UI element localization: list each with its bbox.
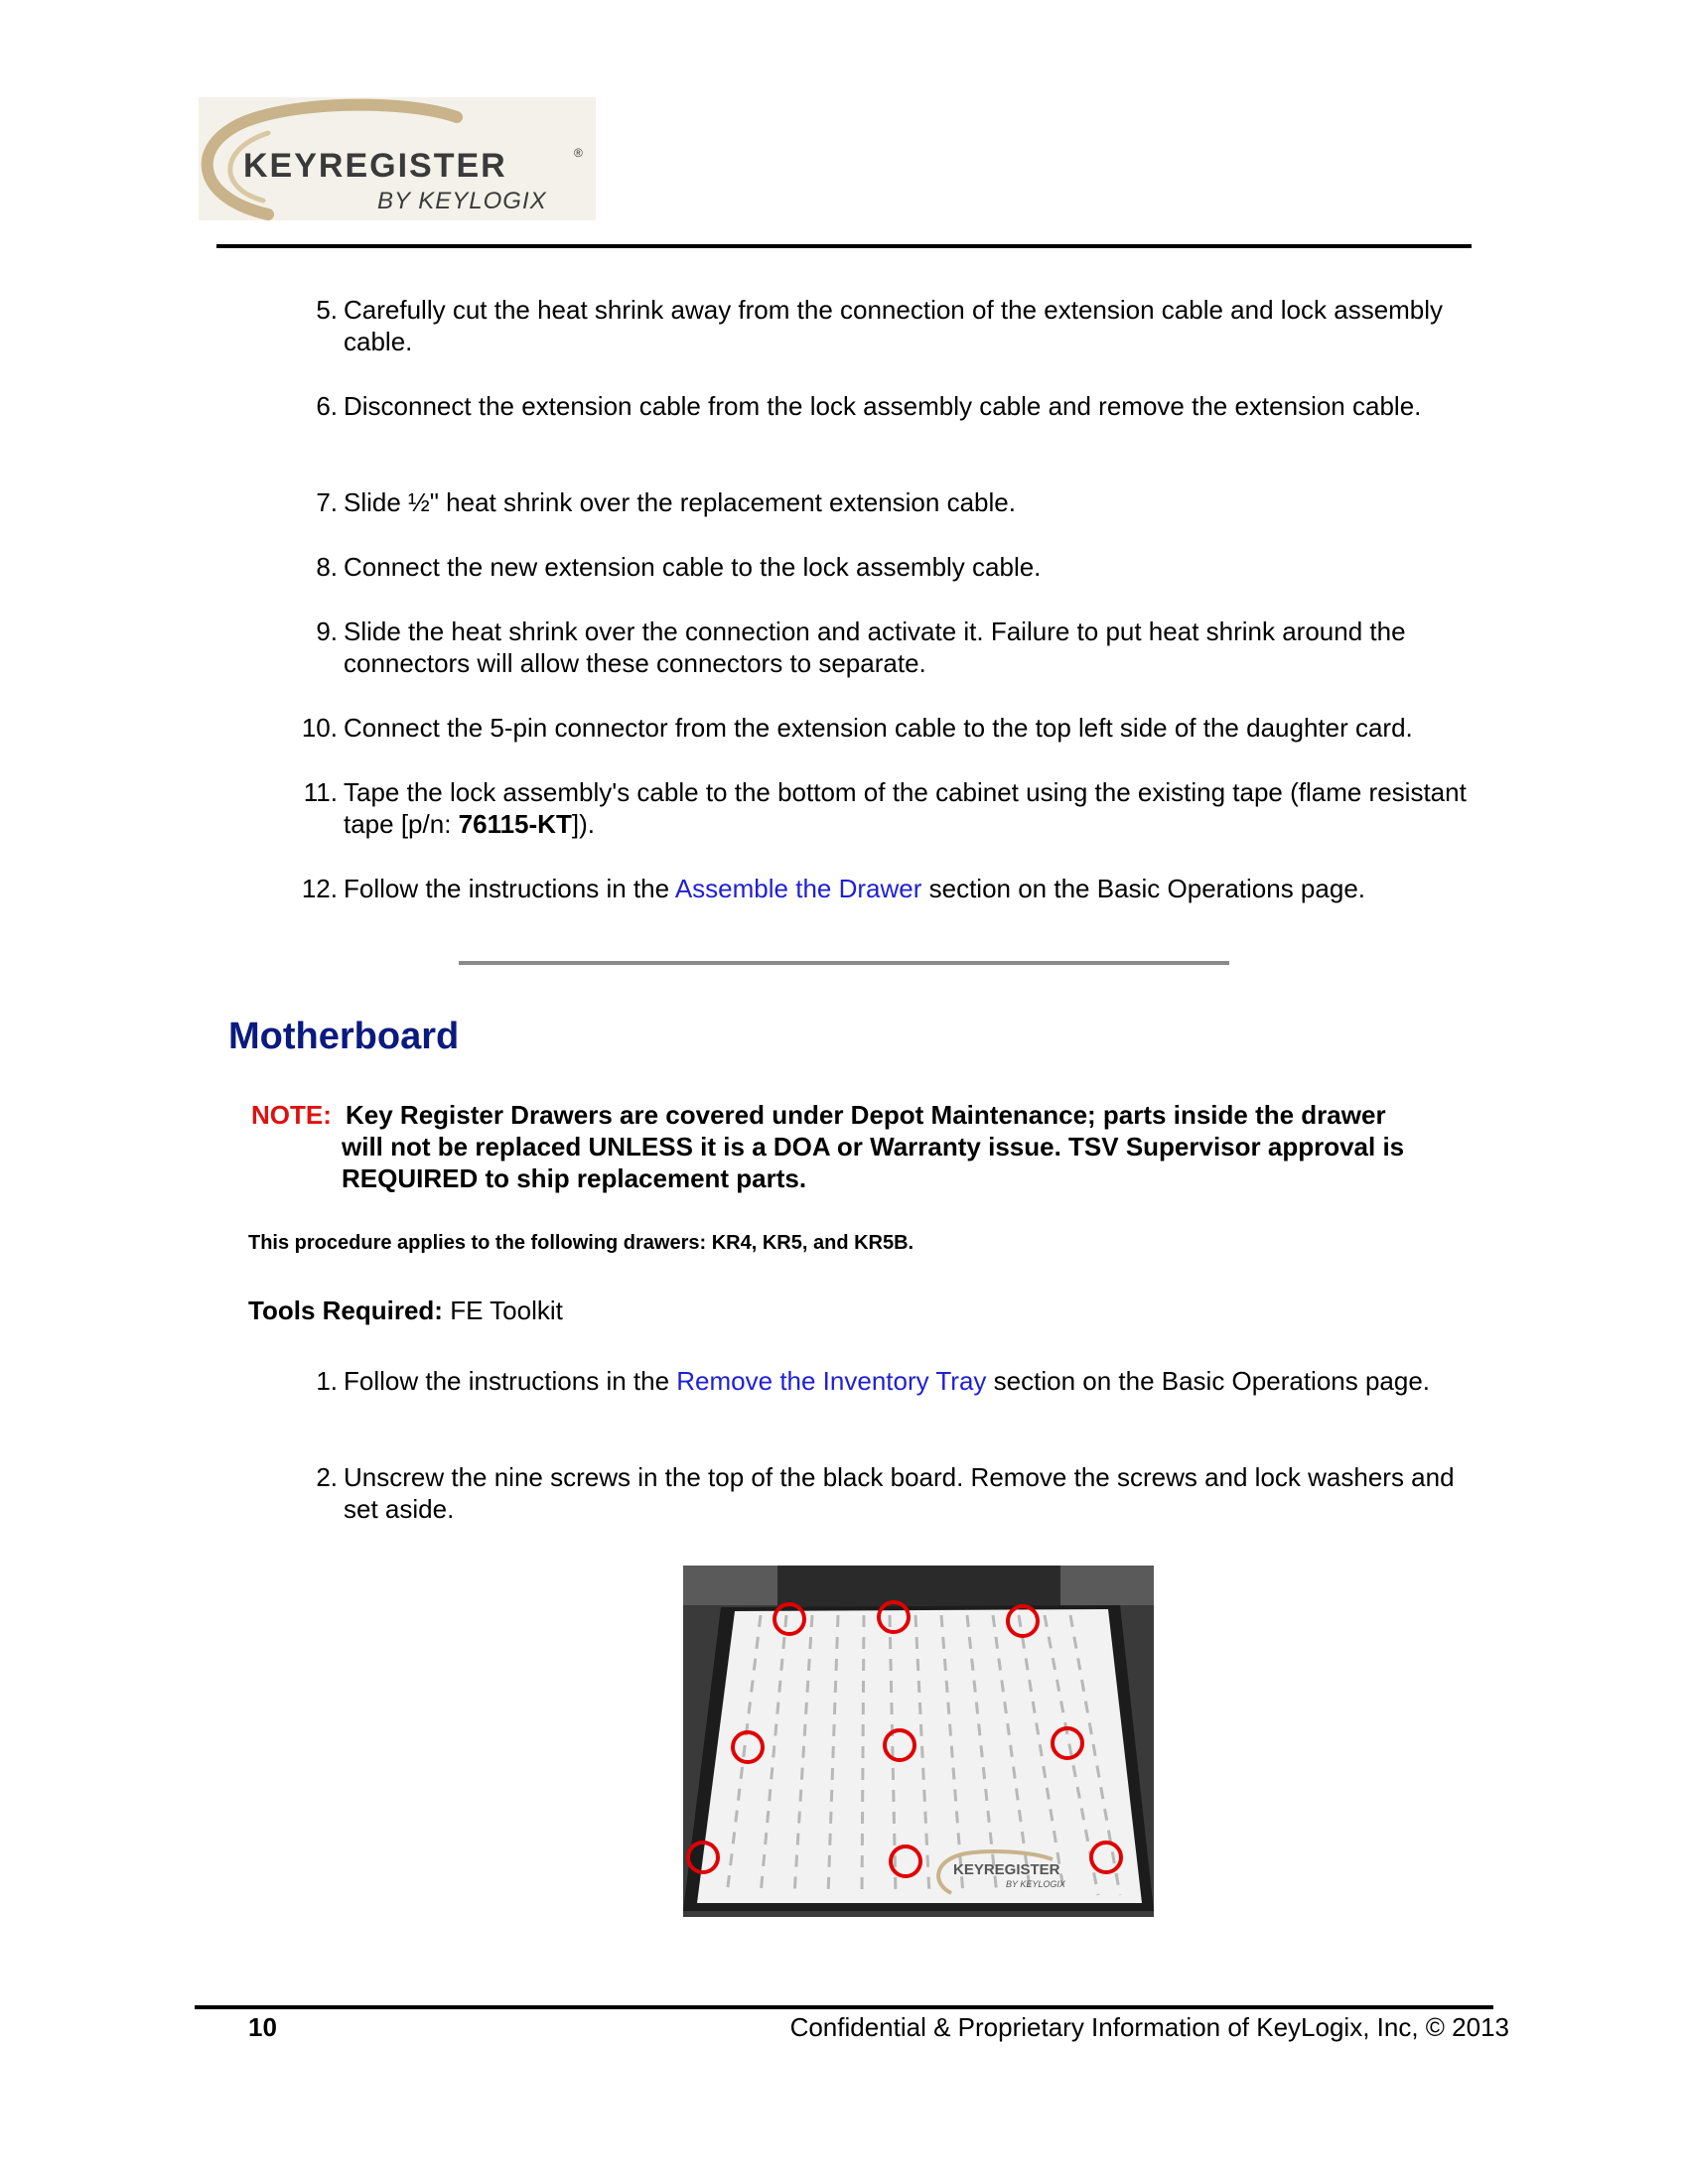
page-number: 10	[248, 2012, 277, 2042]
step-text	[344, 1365, 1485, 1397]
note-label: NOTE:	[251, 1100, 332, 1130]
header-rule	[216, 244, 1472, 248]
step-number: 5.	[316, 295, 338, 325]
step-text-part: Tape the lock assembly's cable to the bottom of the cabinet using the existing tape (flame resistant tape [p/n:	[344, 777, 1467, 839]
step-text	[344, 873, 1485, 904]
step-number: 11.	[303, 777, 338, 807]
assemble-drawer-link[interactable]: Assemble the Drawer	[674, 874, 922, 903]
step-text: Slide the heat shrink over the connection and activate it. Failure to put heat shrink around the connectors will allow these connectors to separate.	[344, 616, 1406, 678]
part-number: 76115-KT	[458, 809, 572, 839]
step-number: 12.	[301, 874, 338, 903]
step-number: 7.	[316, 487, 338, 517]
step-text	[344, 776, 1485, 840]
motherboard-screws-photo	[683, 1566, 1154, 1917]
keyregister-logo	[199, 97, 596, 220]
step-number: 6.	[316, 391, 338, 421]
step-number: 8.	[316, 552, 338, 582]
applies-to-text: This procedure applies to the following drawers: KR4, KR5, and KR5B.	[248, 1232, 914, 1254]
note-line: will not be replaced UNLESS it is a DOA or Warranty issue. TSV Supervisor approval is	[342, 1132, 1405, 1161]
photo-logo-brand: KEYREGISTER	[953, 1861, 1060, 1878]
photo-logo-tagline: BY KEYLOGIX	[1006, 1879, 1065, 1889]
step-text-part: Follow the instructions in the	[344, 1366, 677, 1396]
note-line: Key Register Drawers are covered under Depot Maintenance; parts inside the drawer	[346, 1100, 1386, 1130]
tools-required	[248, 1295, 563, 1326]
step-number: 10.	[301, 713, 338, 743]
remove-inventory-tray-link[interactable]: Remove the Inventory Tray	[676, 1366, 987, 1396]
tools-label: Tools Required:	[248, 1296, 443, 1325]
footer-copyright: Confidential & Proprietary Information of KeyLogix, Inc, © 2013	[789, 2012, 1509, 2042]
step-text: Slide ½" heat shrink over the replacement extension cable.	[344, 487, 1016, 517]
logo-brand: KEYREGISTER	[243, 147, 507, 185]
step-text-part: Follow the instructions in the	[344, 874, 675, 903]
step-number: 2.	[316, 1462, 338, 1492]
step-text: Connect the new extension cable to the lock assembly cable.	[344, 552, 1042, 582]
step-text: Connect the 5-pin connector from the extension cable to the top left side of the daughter card.	[344, 713, 1413, 743]
note-line: REQUIRED to ship replacement parts.	[342, 1163, 807, 1193]
step-text: Carefully cut the heat shrink away from the connection of the extension cable and lock assembly cable.	[344, 295, 1444, 356]
step-number: 9.	[316, 616, 338, 646]
step-text-part: ]).	[571, 809, 595, 839]
logo-tagline: BY KEYLOGIX	[377, 188, 547, 214]
tools-value: FE Toolkit	[442, 1296, 563, 1325]
section-title: Motherboard	[228, 1016, 460, 1057]
step-text: Disconnect the extension cable from the lock assembly cable and remove the extension cable.	[344, 391, 1422, 421]
footer-rule	[195, 2005, 1493, 2009]
section-divider	[459, 961, 1229, 965]
step-number: 1.	[316, 1366, 338, 1396]
logo-trademark: ®	[574, 146, 583, 160]
step-text: Unscrew the nine screws in the top of the black board. Remove the screws and lock washers and set aside.	[344, 1462, 1455, 1524]
step-text-part: section on the Basic Operations page.	[921, 874, 1365, 903]
step-text-part: section on the Basic Operations page.	[986, 1366, 1431, 1396]
